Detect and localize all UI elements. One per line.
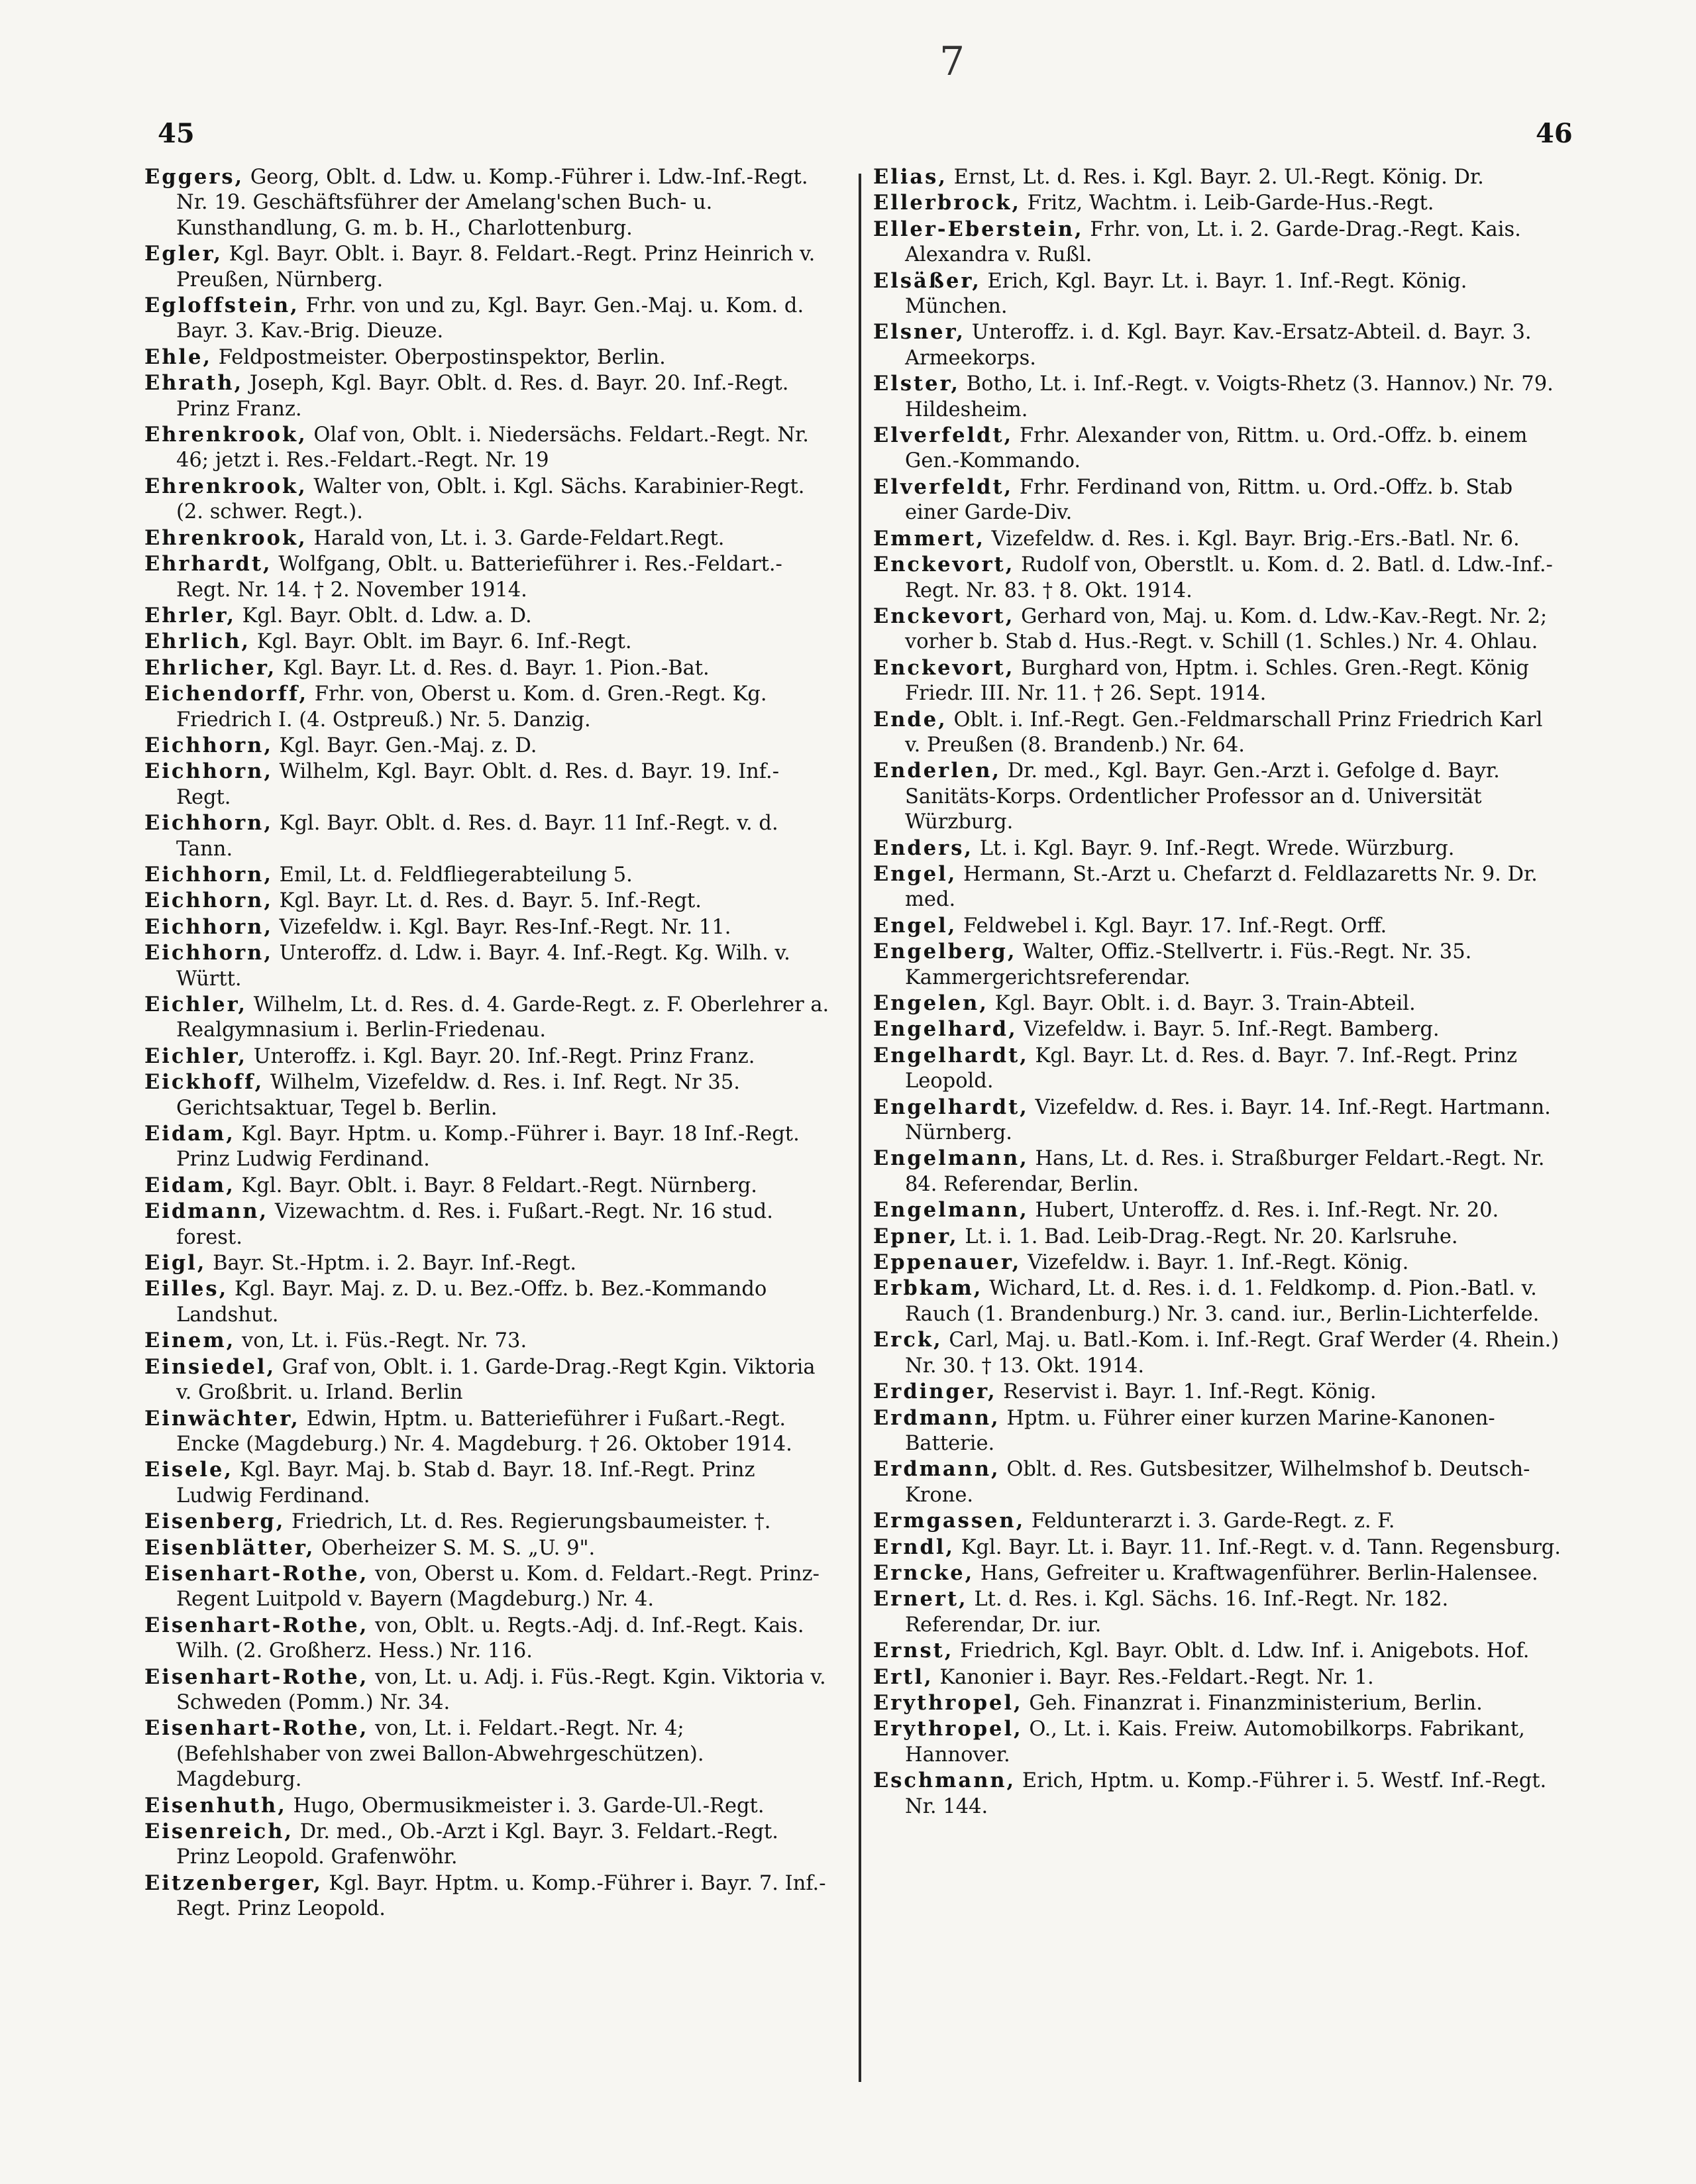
entry-details: Feldunterarzt i. 3. Garde-Regt. z. F. xyxy=(1025,1509,1395,1533)
entry-surname: Ehrhardt, xyxy=(144,552,272,576)
entry-details: Wilhelm, Lt. d. Res. d. 4. Garde-Regt. z. F. Oberlehrer a. Realgymnasium i. Berlin-Friedenau. xyxy=(176,993,829,1042)
entry-details: Frhr. von und zu, Kgl. Bayr. Gen.-Maj. u. Kom. d. Bayr. 3. Kav.-Brig. Dieuze. xyxy=(176,294,804,343)
entry-details: Hubert, Unteroffz. d. Res. i. Inf.-Regt. Nr. 20. xyxy=(1028,1199,1499,1223)
entry-details: Oblt. i. Inf.-Regt. Gen.-Feldmarschall Prinz Friedrich Karl v. Preußen (8. Brandenb.) Nr. 64. xyxy=(905,708,1543,757)
entry-surname: Erythropel, xyxy=(873,1690,1023,1715)
entry-details: Walter, Offiz.-Stellvertr. i. Füs.-Regt. Nr. 35. Kammergerichtsreferendar. xyxy=(905,940,1472,989)
entry-details: Olaf von, Oblt. i. Niedersächs. Feldart.-Regt. Nr. 46; jetzt i. Res.-Feldart.-Regt. Nr. 19 xyxy=(176,423,809,472)
directory-entry xyxy=(144,293,833,345)
directory-entry xyxy=(144,1793,833,1819)
entry-surname: Erythropel, xyxy=(873,1717,1023,1741)
entry-details: Emil, Lt. d. Feldfliegerabteilung 5. xyxy=(272,863,633,887)
entry-surname: Eichhorn, xyxy=(144,914,273,939)
directory-entry xyxy=(144,1328,833,1354)
directory-entry xyxy=(873,1768,1562,1820)
entry-surname: Engelhard, xyxy=(873,1017,1018,1042)
entry-surname: Ehrath, xyxy=(144,371,244,396)
directory-entry xyxy=(144,370,833,422)
entry-details: Vizefeldw. i. Kgl. Bayr. Res-Inf.-Regt. Nr. 11. xyxy=(272,915,731,939)
directory-entry xyxy=(144,1535,833,1561)
directory-entry xyxy=(144,474,833,525)
entry-details: Erich, Hptm. u. Komp.-Führer i. 5. Westf. Inf.-Regt. Nr. 144. xyxy=(905,1769,1547,1818)
entry-surname: Eller-Eberstein, xyxy=(873,217,1084,241)
entry-surname: Ernert, xyxy=(873,1587,968,1611)
entry-details: Unteroffz. i. Kgl. Bayr. 20. Inf.-Regt. Prinz Franz. xyxy=(247,1044,755,1068)
entry-details: Wolfgang, Oblt. u. Batterieführer i. Res.-Feldart.-Regt. Nr. 14. † 2. November 1914. xyxy=(176,553,782,602)
directory-entry xyxy=(144,1716,833,1792)
entry-details: Erich, Kgl. Bayr. Lt. i. Bayr. 1. Inf.-Regt. König. München. xyxy=(905,269,1467,319)
directory-entry xyxy=(873,552,1562,604)
entry-surname: Erncke, xyxy=(873,1560,975,1585)
entry-details: Hans, Lt. d. Res. i. Straßburger Feldart.-Regt. Nr. 84. Referendar, Berlin. xyxy=(905,1147,1545,1196)
entry-surname: Emmert, xyxy=(873,526,985,551)
entry-details: Hptm. u. Führer einer kurzen Marine-Kanonen-Batterie. xyxy=(905,1406,1495,1455)
directory-entry xyxy=(873,836,1562,861)
directory-entry xyxy=(144,733,833,759)
entry-details: Botho, Lt. i. Inf.-Regt. v. Voigts-Rhetz (3. Hannov.) Nr. 79. Hildesheim. xyxy=(905,372,1554,421)
directory-entry xyxy=(873,423,1562,474)
entry-surname: Elverfeldt, xyxy=(873,423,1014,448)
entry-surname: Eidam, xyxy=(144,1122,235,1146)
entry-details: Vizefeldw. d. Res. i. Kgl. Bayr. Brig.-Ers.-Batl. Nr. 6. xyxy=(984,527,1520,551)
directory-entry xyxy=(873,939,1562,991)
directory-entry xyxy=(873,1250,1562,1276)
entry-surname: Ende, xyxy=(873,707,947,732)
entry-surname: Eisenhuth, xyxy=(144,1793,287,1818)
directory-entry xyxy=(144,810,833,862)
entry-details: Frhr. Alexander von, Rittm. u. Ord.-Offz. b. einem Gen.-Kommando. xyxy=(905,424,1528,473)
directory-entry xyxy=(144,1509,833,1535)
entry-surname: Ehrlich, xyxy=(144,629,251,654)
directory-entry xyxy=(873,1043,1562,1095)
entry-details: Lt. i. Kgl. Bayr. 9. Inf.-Regt. Wrede. Würzburg. xyxy=(973,836,1455,860)
entry-details: Burghard von, Hptm. i. Schles. Gren.-Regt. König Friedr. III. Nr. 11. † 26. Sept. 1914. xyxy=(905,656,1529,706)
stray-pencil-mark: 7 xyxy=(939,38,965,85)
entry-details: Kgl. Bayr. Oblt. i. Bayr. 8. Feldart.-Regt. Prinz Heinrich v. Preußen, Nürnberg. xyxy=(176,243,816,292)
entry-details: Dr. med., Ob.-Arzt i Kgl. Bayr. 3. Feldart.-Regt. Prinz Leopold. Grafenwöhr. xyxy=(176,1820,779,1869)
directory-entry xyxy=(873,1535,1562,1560)
entry-details: Joseph, Kgl. Bayr. Oblt. d. Res. d. Bayr. 20. Inf.-Regt. Prinz Franz. xyxy=(176,372,789,421)
directory-entry xyxy=(144,603,833,629)
entry-surname: Erck, xyxy=(873,1328,943,1352)
entry-surname: Engelen, xyxy=(873,991,988,1015)
right-column xyxy=(873,164,1562,1820)
directory-entry xyxy=(873,319,1562,371)
entry-details: Kgl. Bayr. Maj. b. Stab d. Bayr. 18. Inf.-Regt. Prinz Ludwig Ferdinand. xyxy=(176,1458,755,1507)
directory-entry xyxy=(144,1044,833,1069)
entry-details: Gerhard von, Maj. u. Kom. d. Ldw.-Kav.-Regt. Nr. 2; vorher b. Stab d. Hus.-Regt. v. Schill (1. Schles.) Nr. 4. Ohlau. xyxy=(905,604,1548,654)
directory-entry xyxy=(873,1405,1562,1457)
directory-entry xyxy=(873,604,1562,655)
entry-surname: Ehrler, xyxy=(144,603,236,628)
entry-details: Lt. i. 1. Bad. Leib-Drag.-Regt. Nr. 20. Karlsruhe. xyxy=(958,1225,1458,1248)
entry-details: Unteroffz. i. d. Kgl. Bayr. Kav.-Ersatz-Abteil. d. Bayr. 3. Armeekorps. xyxy=(905,321,1532,370)
directory-entry xyxy=(144,1199,833,1250)
entry-details: Kgl. Bayr. Oblt. im Bayr. 6. Inf.-Regt. xyxy=(250,630,632,654)
directory-entry xyxy=(873,371,1562,423)
entry-surname: Eisenblätter, xyxy=(144,1535,315,1560)
entry-surname: Erbkam, xyxy=(873,1276,983,1301)
entry-surname: Egloffstein, xyxy=(144,294,299,318)
entry-surname: Eichhorn, xyxy=(144,862,273,887)
directory-entry xyxy=(144,525,833,551)
entry-surname: Erdmann, xyxy=(873,1457,1000,1482)
entry-surname: Erdinger, xyxy=(873,1380,997,1404)
directory-entry xyxy=(144,1871,833,1922)
entry-details: Ernst, Lt. d. Res. i. Kgl. Bayr. 2. Ul.-Regt. König. Dr. xyxy=(947,166,1484,189)
directory-entry xyxy=(873,217,1562,268)
entry-details: Kgl. Bayr. Lt. d. Res. d. Bayr. 5. Inf.-Regt. xyxy=(272,889,702,913)
entry-details: Wichard, Lt. d. Res. i. d. 1. Feldkomp. d. Pion.-Batl. v. Rauch (1. Brandenburg.) Nr. 3. cand. iur., Berlin-Lichterfelde. xyxy=(905,1277,1540,1326)
entry-surname: Enderlen, xyxy=(873,759,1002,783)
entry-surname: Eichendorff, xyxy=(144,682,309,706)
entry-details: Kgl. Bayr. Lt. d. Res. d. Bayr. 1. Pion.-Bat. xyxy=(276,656,710,680)
entry-details: von, Lt. i. Feldart.-Regt. Nr. 4; (Befehlshaber von zwei Ballon-Abwehrgeschützen). Magdeburg. xyxy=(176,1717,704,1792)
directory-entry xyxy=(873,190,1562,216)
entry-surname: Elsner, xyxy=(873,320,966,345)
entry-surname: Einwächter, xyxy=(144,1406,300,1431)
entry-surname: Engelhardt, xyxy=(873,1043,1029,1067)
directory-entry xyxy=(873,1560,1562,1586)
directory-entry xyxy=(144,759,833,810)
directory-entry xyxy=(873,268,1562,320)
directory-entry xyxy=(144,1173,833,1199)
entry-surname: Engelhardt, xyxy=(873,1095,1029,1119)
entry-surname: Eichhorn, xyxy=(144,733,273,757)
directory-entry xyxy=(873,1146,1562,1197)
directory-entry xyxy=(144,888,833,914)
directory-entry xyxy=(873,1224,1562,1250)
entry-details: Rudolf von, Oberstlt. u. Kom. d. 2. Batl. d. Ldw.-Inf.-Regt. Nr. 83. † 8. Okt. 1914. xyxy=(905,553,1553,602)
directory-entry xyxy=(144,1069,833,1121)
entry-details: von, Lt. i. Füs.-Regt. Nr. 73. xyxy=(235,1329,527,1353)
entry-details: Feldpostmeister. Oberpostinspektor, Berlin. xyxy=(212,345,666,369)
entry-details: Dr. med., Kgl. Bayr. Gen.-Arzt i. Gefolge d. Bayr. Sanitäts-Korps. Ordentlicher Professor an d. Universität Würzburg. xyxy=(905,759,1500,834)
directory-entry xyxy=(873,1690,1562,1716)
right-page-number: 46 xyxy=(1536,118,1573,149)
entry-details: Frhr. Ferdinand von, Rittm. u. Ord.-Offz. b. Stab einer Garde-Div. xyxy=(905,475,1513,525)
entry-details: von, Lt. u. Adj. i. Füs.-Regt. Kgin. Viktoria v. Schweden (Pomm.) Nr. 34. xyxy=(176,1665,826,1714)
entry-surname: Engel, xyxy=(873,861,957,886)
entry-surname: Ellerbrock, xyxy=(873,191,1021,215)
entry-details: Oberheizer S. M. S. „U. 9". xyxy=(315,1536,596,1560)
entry-surname: Egler, xyxy=(144,242,223,266)
entry-surname: Eisenreich, xyxy=(144,1820,294,1843)
entry-surname: Eidam, xyxy=(144,1173,235,1197)
entry-details: Frhr. von, Oberst u. Kom. d. Gren.-Regt. Kg. Friedrich I. (4. Ostpreuß.) Nr. 5. Danzig. xyxy=(176,682,767,732)
directory-entry xyxy=(873,1095,1562,1146)
entry-surname: Eichhorn, xyxy=(144,811,273,836)
entry-surname: Einsiedel, xyxy=(144,1354,276,1379)
entry-surname: Ernst, xyxy=(873,1639,954,1663)
entry-surname: Ehrlicher, xyxy=(144,655,277,680)
directory-entry xyxy=(144,1406,833,1458)
directory-entry xyxy=(873,1276,1562,1327)
entry-surname: Elias, xyxy=(873,165,947,189)
entry-surname: Eisenhart-Rothe, xyxy=(144,1561,369,1586)
entry-surname: Eickhoff, xyxy=(144,1070,264,1095)
entry-details: Geh. Finanzrat i. Finanzministerium, Berlin. xyxy=(1022,1691,1483,1715)
entry-surname: Enckevort, xyxy=(873,553,1015,577)
entry-details: O., Lt. i. Kais. Freiw. Automobilkorps. Fabrikant, Hannover. xyxy=(905,1718,1525,1767)
entry-surname: Erndl, xyxy=(873,1535,955,1559)
entry-surname: Eichhorn, xyxy=(144,941,273,965)
entry-details: Kgl. Bayr. Hptm. u. Komp.-Führer i. Bayr. 7. Inf.-Regt. Prinz Leopold. xyxy=(176,1871,826,1921)
entry-surname: Eschmann, xyxy=(873,1769,1016,1793)
entry-surname: Eilles, xyxy=(144,1277,229,1301)
entry-surname: Engelmann, xyxy=(873,1198,1029,1223)
entry-details: Hugo, Obermusikmeister i. 3. Garde-Ul.-Regt. xyxy=(286,1794,765,1818)
column-divider xyxy=(859,174,861,2082)
entry-surname: Eitzenberger, xyxy=(144,1871,323,1895)
entry-details: Hans, Gefreiter u. Kraftwagenführer. Berlin-Halensee. xyxy=(974,1561,1538,1585)
entry-details: Kgl. Bayr. Oblt. i. d. Bayr. 3. Train-Abteil. xyxy=(988,992,1416,1015)
entry-surname: Ehrenkrook, xyxy=(144,423,307,447)
entry-details: Vizefeldw. d. Res. i. Bayr. 14. Inf.-Regt. Hartmann. Nürnberg. xyxy=(905,1095,1551,1145)
entry-details: Kgl. Bayr. Hptm. u. Komp.-Führer i. Bayr. 18 Inf.-Regt. Prinz Ludwig Ferdinand. xyxy=(176,1122,800,1172)
entry-details: Carl, Maj. u. Batl.-Kom. i. Inf.-Regt. Graf Werder (4. Rhein.) Nr. 30. † 13. Okt. 1914. xyxy=(905,1329,1560,1378)
entry-details: Hermann, St.-Arzt u. Chefarzt d. Feldlazaretts Nr. 9. Dr. med. xyxy=(905,862,1538,912)
directory-entry xyxy=(873,526,1562,552)
entry-details: Kanonier i. Bayr. Res.-Feldart.-Regt. Nr. 1. xyxy=(933,1665,1374,1689)
entry-details: Vizewachtm. d. Res. i. Fußart.-Regt. Nr. 16 stud. forest. xyxy=(176,1200,773,1249)
entry-surname: Elverfeldt, xyxy=(873,474,1014,499)
entry-surname: Engelberg, xyxy=(873,940,1017,964)
entry-details: Kgl. Bayr. Lt. i. Bayr. 11. Inf.-Regt. v. d. Tann. Regensburg. xyxy=(955,1535,1562,1559)
directory-entry xyxy=(144,629,833,655)
directory-entry xyxy=(873,861,1562,913)
directory-entry xyxy=(144,1665,833,1716)
directory-entry xyxy=(873,474,1562,526)
left-column xyxy=(144,164,833,1922)
directory-entry xyxy=(873,1327,1562,1379)
entry-surname: Einem, xyxy=(144,1329,236,1353)
entry-surname: Eisenberg, xyxy=(144,1509,286,1534)
directory-entry xyxy=(873,1716,1562,1768)
directory-entry xyxy=(144,681,833,733)
directory-entry xyxy=(144,345,833,370)
entry-surname: Ehle, xyxy=(144,345,213,369)
entry-details: Kgl. Bayr. Maj. z. D. u. Bez.-Offz. b. Bez.-Kommando Landshut. xyxy=(176,1278,767,1327)
directory-entry xyxy=(873,1638,1562,1664)
entry-surname: Eisele, xyxy=(144,1458,234,1482)
directory-entry xyxy=(144,1250,833,1276)
directory-entry xyxy=(144,862,833,888)
directory-entry xyxy=(144,1613,833,1665)
entry-details: Wilhelm, Kgl. Bayr. Oblt. d. Res. d. Bayr. 19. Inf.-Regt. xyxy=(176,760,780,809)
left-page-number: 45 xyxy=(158,118,195,149)
entry-details: Walter von, Oblt. i. Kgl. Sächs. Karabinier-Regt. (2. schwer. Regt.). xyxy=(176,474,805,524)
directory-entry xyxy=(873,1197,1562,1223)
entry-details: Reservist i. Bayr. 1. Inf.-Regt. König. xyxy=(996,1380,1377,1404)
entry-details: Harald von, Lt. i. 3. Garde-Feldart.Regt. xyxy=(307,526,725,550)
entry-surname: Eichhorn, xyxy=(144,889,273,913)
directory-entry xyxy=(144,914,833,940)
entry-details: Lt. d. Res. i. Kgl. Sächs. 16. Inf.-Regt. Nr. 182. Referendar, Dr. iur. xyxy=(905,1588,1449,1637)
directory-entry xyxy=(144,1276,833,1328)
directory-entry xyxy=(144,992,833,1044)
directory-entry xyxy=(873,707,1562,759)
entry-surname: Enckevort, xyxy=(873,604,1015,628)
entry-surname: Eichler, xyxy=(144,1044,248,1068)
entry-surname: Engel, xyxy=(873,913,957,938)
entry-details: Oblt. d. Res. Gutsbesitzer, Wilhelmshof b. Deutsch-Krone. xyxy=(905,1458,1530,1507)
entry-details: Kgl. Bayr. Lt. d. Res. d. Bayr. 7. Inf.-Regt. Prinz Leopold. xyxy=(905,1044,1518,1093)
directory-entry xyxy=(144,655,833,681)
entry-details: Vizefeldw. i. Bayr. 5. Inf.-Regt. Bamberg. xyxy=(1017,1018,1440,1042)
directory-entry xyxy=(873,758,1562,835)
directory-entry xyxy=(144,1561,833,1613)
directory-entry xyxy=(873,1016,1562,1042)
directory-entry xyxy=(144,241,833,293)
entry-details: Wilhelm, Vizefeldw. d. Res. i. Inf. Regt. Nr 35. Gerichtsaktuar, Tegel b. Berlin. xyxy=(176,1071,740,1120)
directory-entry xyxy=(144,164,833,241)
entry-surname: Eichhorn, xyxy=(144,759,273,784)
entry-surname: Enders, xyxy=(873,836,974,860)
entry-details: Kgl. Bayr. Oblt. d. Res. d. Bayr. 11 Inf.-Regt. v. d. Tann. xyxy=(176,812,778,861)
entry-details: Edwin, Hptm. u. Batterieführer i Fußart.-Regt. Encke (Magdeburg.) Nr. 4. Magdeburg. † 26. Oktober 1914. xyxy=(176,1407,792,1456)
directory-entry xyxy=(144,1121,833,1173)
entry-details: von, Oberst u. Kom. d. Feldart.-Regt. Prinz-Regent Luitpold v. Bayern (Magdeburg.) Nr. 4. xyxy=(176,1562,820,1611)
directory-entry xyxy=(873,1379,1562,1405)
directory-entry xyxy=(873,991,1562,1016)
entry-surname: Eigl, xyxy=(144,1251,207,1276)
entry-surname: Ehrenkrook, xyxy=(144,474,307,498)
entry-details: Kgl. Bayr. Gen.-Maj. z. D. xyxy=(272,734,537,757)
entry-surname: Eisenhart-Rothe, xyxy=(144,1716,369,1741)
directory-entry xyxy=(144,1457,833,1509)
entry-details: Kgl. Bayr. Oblt. i. Bayr. 8 Feldart.-Regt. Nürnberg. xyxy=(235,1174,758,1197)
entry-surname: Ehrenkrook, xyxy=(144,525,307,550)
directory-entry xyxy=(144,940,833,992)
directory-entry xyxy=(873,164,1562,190)
entry-details: Georg, Oblt. d. Ldw. u. Komp.-Führer i. Ldw.-Inf.-Regt. Nr. 19. Geschäftsführer der Amelang'schen Buch- u. Kunsthandlung, G. m. b. H., Charlottenburg. xyxy=(176,166,808,240)
entry-surname: Ermgassen, xyxy=(873,1509,1026,1533)
entry-surname: Eisenhart-Rothe, xyxy=(144,1665,369,1689)
entry-surname: Eidmann, xyxy=(144,1199,269,1224)
entry-details: Frhr. von, Lt. i. 2. Garde-Drag.-Regt. Kais. Alexandra v. Rußl. xyxy=(905,217,1521,267)
entry-surname: Elsäßer, xyxy=(873,268,981,293)
directory-entry xyxy=(873,1456,1562,1508)
entry-surname: Eggers, xyxy=(144,165,244,189)
entry-surname: Elster, xyxy=(873,372,960,396)
directory-entry xyxy=(873,1586,1562,1638)
entry-surname: Eichler, xyxy=(144,993,248,1016)
entry-surname: Eppenauer, xyxy=(873,1250,1022,1275)
entry-surname: Engelmann, xyxy=(873,1146,1029,1171)
entry-details: Feldwebel i. Kgl. Bayr. 17. Inf.-Regt. Orff. xyxy=(957,914,1387,938)
entry-details: Unteroffz. d. Ldw. i. Bayr. 4. Inf.-Regt. Kg. Wilh. v. Württ. xyxy=(176,942,790,991)
directory-entry xyxy=(873,1508,1562,1534)
directory-entry xyxy=(144,1819,833,1871)
directory-entry xyxy=(873,913,1562,939)
entry-surname: Eisenhart-Rothe, xyxy=(144,1613,369,1637)
entry-details: Kgl. Bayr. Oblt. d. Ldw. a. D. xyxy=(235,604,532,628)
entry-details: Friedrich, Lt. d. Res. Regierungsbaumeister. †. xyxy=(285,1510,771,1534)
entry-details: Friedrich, Kgl. Bayr. Oblt. d. Ldw. Inf. i. Anigebots. Hof. xyxy=(953,1639,1530,1663)
entry-surname: Erdmann, xyxy=(873,1405,1000,1430)
entry-details: von, Oblt. u. Regts.-Adj. d. Inf.-Regt. Kais. Wilh. (2. Großherz. Hess.) Nr. 116. xyxy=(176,1613,804,1663)
entry-surname: Enckevort, xyxy=(873,655,1015,680)
directory-entry xyxy=(144,1354,833,1406)
entry-details: Fritz, Wachtm. i. Leib-Garde-Hus.-Regt. xyxy=(1020,191,1434,215)
entry-details: Graf von, Oblt. i. 1. Garde-Drag.-Regt Kgin. Viktoria v. Großbrit. u. Irland. Berlin xyxy=(176,1355,816,1405)
entry-surname: Epner, xyxy=(873,1224,959,1248)
entry-surname: Ertl, xyxy=(873,1665,933,1689)
entry-details: Bayr. St.-Hptm. i. 2. Bayr. Inf.-Regt. xyxy=(206,1252,577,1276)
directory-entry xyxy=(144,551,833,603)
directory-entry xyxy=(873,1665,1562,1690)
entry-details: Vizefeldw. i. Bayr. 1. Inf.-Regt. König. xyxy=(1021,1251,1409,1275)
directory-entry xyxy=(873,655,1562,707)
directory-entry xyxy=(144,422,833,474)
